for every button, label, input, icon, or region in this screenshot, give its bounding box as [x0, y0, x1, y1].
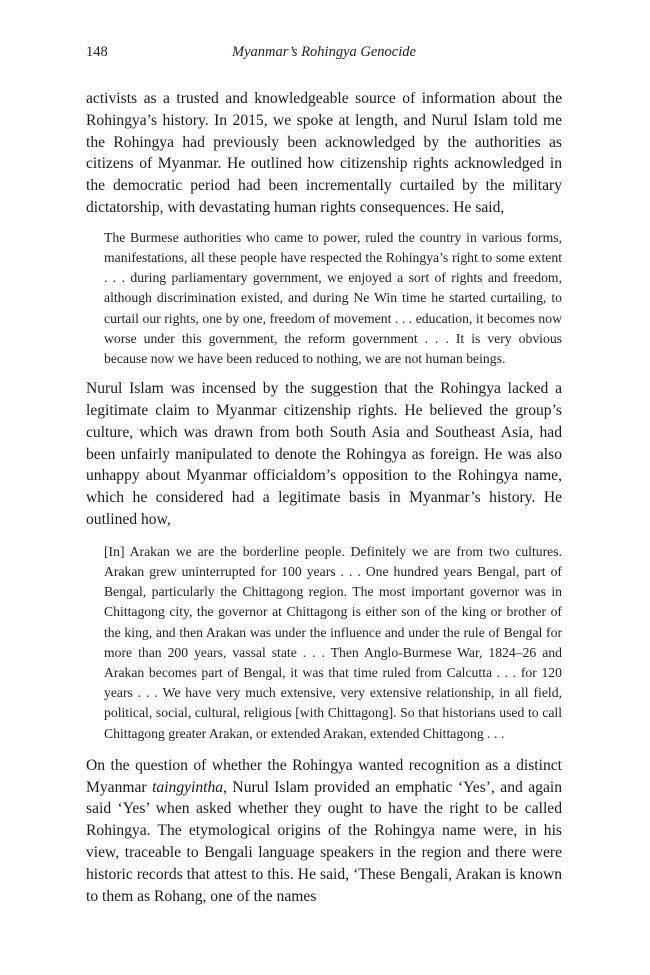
block-quote-2: [In] Arakan we are the borderline people. Definitely we are from two cultures. Arakan grew uninterrupted for 100 years . . . One hundred years Bengal, part of Bengal, particularly the Chittagong region. The most important governor was in Chittagong city, the governor at Chittagong is either son of the king or brother of the king, and then Arakan was under the influence and under the rule of Bengal for more than 200 years, vassal state . . . Then Anglo-Burmese War, 1824–26 and Arakan becomes part of Bengal, it was that time ruled from Calcutta . . . for 120 years . . . We have very much extensive, very extensive relationship, in all field, political, social, cultural, religious [with Chittagong]. So that historians used to call Chittagong greater Arakan, or extended Arakan, extended Chittagong . . . — [104, 543, 562, 741]
page-number: 148 — [86, 44, 108, 60]
body-text — [86, 88, 562, 907]
paragraph-2: Nurul Islam was incensed by the suggestion that the Rohingya lacked a legitimate claim to Myanmar citizenship rights. He believed the group’s culture, which was drawn from both South Asia and Southeast Asia, had been unfairly manipulated to denote the Rohingya as foreign. He was also unhappy about Myanmar officialdom’s opposition to the Rohingya name, which he considered had a legitimate basis in Myanmar’s history. He outlined how, — [86, 380, 562, 528]
page-header — [86, 44, 562, 66]
running-title: Myanmar’s Rohingya Genocide — [232, 44, 416, 60]
paragraph-3-text-start: On the question of whether the Rohingya wanted recognition as a distinct Myanmar — [86, 756, 562, 796]
paragraph-1: activists as a trusted and knowledgeable source of information about the Rohingya’s history. In 2015, we spoke at length, and Nurul Islam told me the Rohingya had previously been acknowledged by the authorities as citizens of Myanmar. He outlined how citizenship rights acknowledged in the democratic period had been incrementally curtailed by the military dictatorship, with devastating human rights consequences. He said, — [86, 90, 562, 216]
paragraph-3-text-end: , Nurul Islam provided an emphatic ‘Yes’, and again said ‘Yes’ when asked whether they ought to have the right to be called Rohingya. The etymological origins of the Rohingya name were, in his view, traceable to Bengali language speakers in the region and there were historic records that attest to this. He said, ‘These Bengali, Arakan is known to them as Rohang, one of the names — [86, 778, 563, 905]
italic-term: taingyintha — [152, 778, 224, 796]
paragraph-3 — [86, 755, 562, 908]
block-quote-1: The Burmese authorities who came to power, ruled the country in various forms, manifestations, all these people have respected the Rohingya’s right to some extent . . . during parliamentary government, we enjoyed a sort of rights and freedom, although discrimination existed, and during Ne Win time he started curtailing, to curtail our rights, one by one, freedom of movement . . . education, it becomes now worse under this government, the reform government . . . It is very obvious because now we have been reduced to nothing, we are not human beings. — [104, 229, 562, 366]
